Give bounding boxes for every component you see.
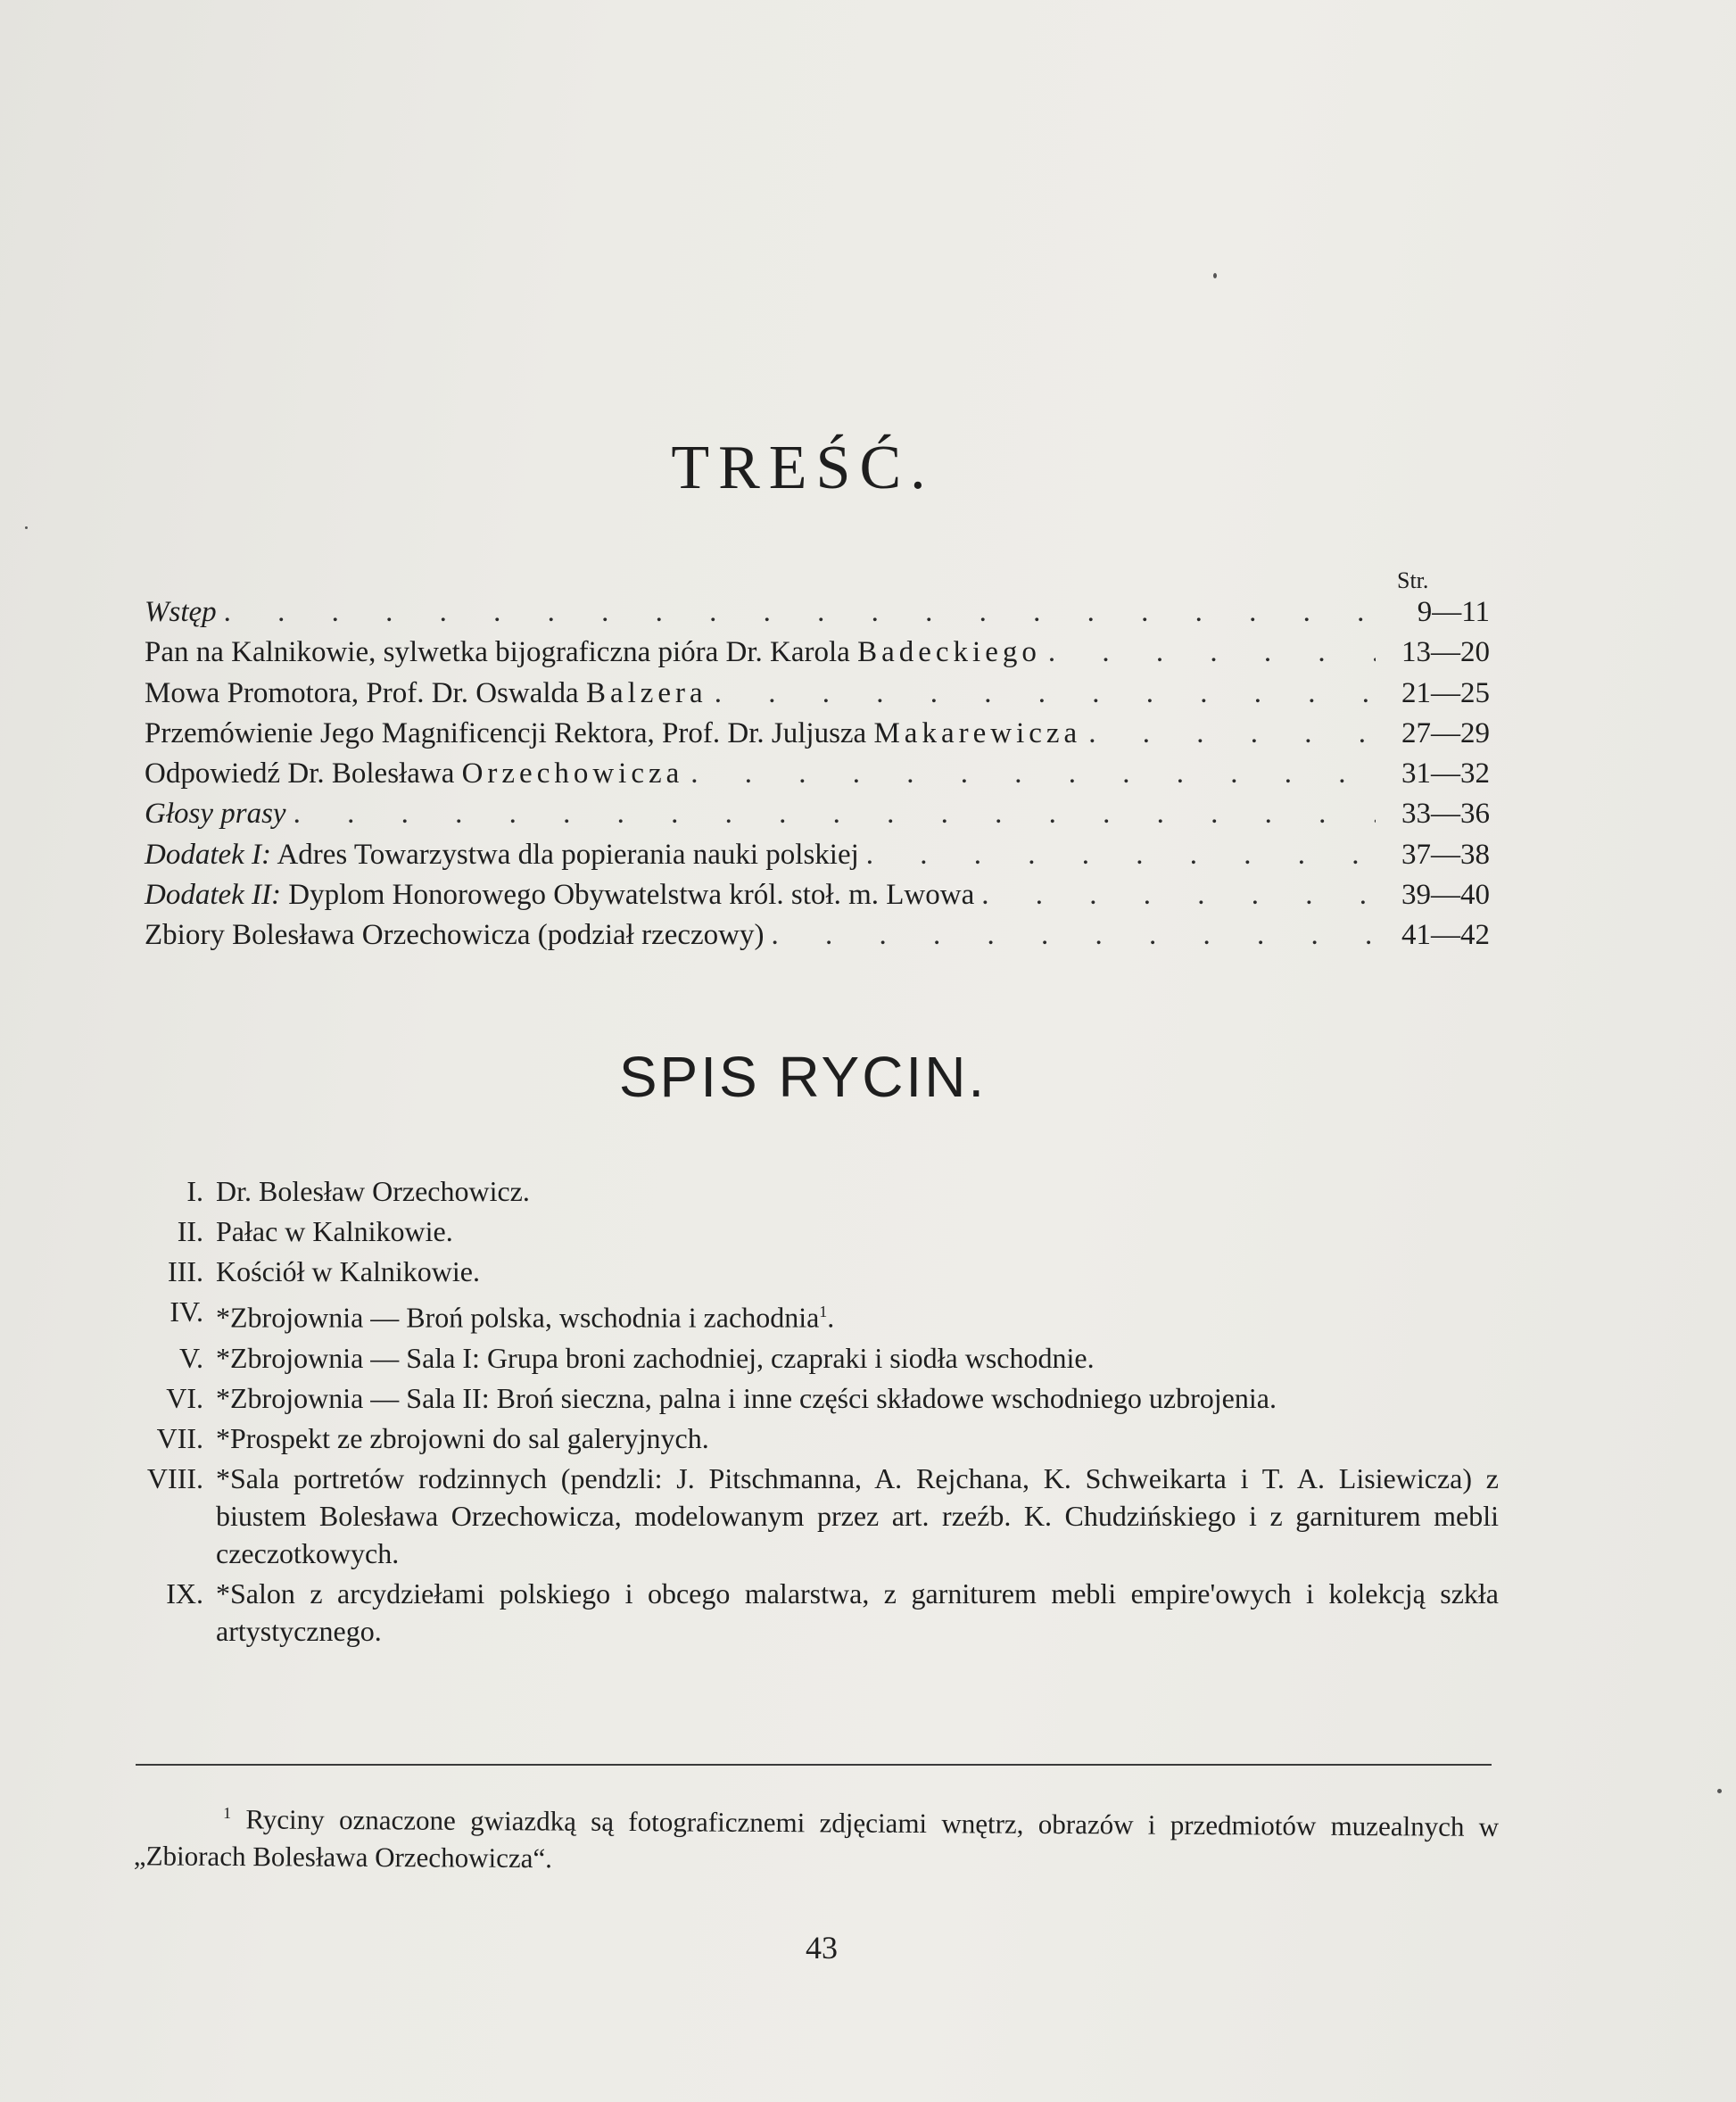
list-item-number: IV. <box>169 1295 203 1328</box>
list-item <box>134 1575 1499 1650</box>
list-item-number: VII. <box>156 1421 203 1454</box>
list-item-number: II. <box>177 1215 203 1247</box>
list-item-text: Pałac w Kalnikowie. <box>216 1215 453 1247</box>
dot-leader <box>224 596 1376 629</box>
toc-entry <box>145 919 1490 959</box>
ink-speck <box>1213 273 1217 278</box>
list-item <box>134 1172 1499 1210</box>
footnote-marker: 1 <box>223 1803 232 1822</box>
footnote <box>134 1793 1500 1883</box>
toc-entry <box>145 798 1490 838</box>
toc-entry-pages: 27—29 <box>1401 716 1490 749</box>
toc-entry-pages: 33—36 <box>1401 798 1490 831</box>
toc-entry-title: Dodatek I: Adres Towarzystwa dla popierania nauki polskiej <box>145 838 859 871</box>
list-item <box>134 1293 1499 1337</box>
list-item-text: *Salon z arcydziełami polskiego i obcego malarstwa, z garniturem mebli empire'owych i kolekcją szkła artystycznego. <box>216 1576 1499 1647</box>
toc-entry-title: Wstęp <box>145 596 217 628</box>
ink-speck <box>25 526 28 529</box>
toc-entry-title: Głosy prasy <box>145 798 286 831</box>
list-item-number: IX. <box>166 1576 203 1610</box>
toc-entry-pages: 31—32 <box>1401 757 1490 790</box>
list-item <box>134 1253 1499 1290</box>
dot-leader <box>981 879 1376 912</box>
list-item <box>134 1339 1499 1377</box>
list-item-text: *Prospekt ze zbrojowni do sal galeryjnych. <box>216 1421 709 1454</box>
toc-entry <box>145 757 1490 798</box>
dot-leader <box>690 757 1376 790</box>
footnote-text: Ryciny oznaczone gwiazdką są fotograficznemi zdjęciami wnętrz, obrazów i przedmiotów muzealnych w „Zbiorach Bolesława Orzechowicza“. <box>133 1803 1500 1874</box>
illustrations-heading: SPIS RYCIN. <box>618 1045 988 1109</box>
toc-entry <box>145 677 1490 717</box>
toc-entry <box>145 636 1490 676</box>
list-item <box>134 1460 1499 1572</box>
toc-entry-pages: 9—11 <box>1417 596 1490 628</box>
list-item-number: VIII. <box>146 1461 203 1494</box>
footnote-reference: 1 <box>819 1303 828 1320</box>
list-item-text: *Zbrojownia — Sala I: Grupa broni zachodniej, czapraki i siodła wschodnie. <box>216 1341 1095 1374</box>
toc-entry-title: Odpowiedź Dr. Bolesława Orzechowicza <box>145 757 684 790</box>
toc-entry-title: Dodatek II: Dyplom Honorowego Obywatelstwa król. stoł. m. Lwowa <box>145 879 975 912</box>
list-item-text: *Zbrojownia — Sala II: Broń sieczna, palna i inne części składowe wschodniego uzbrojenia. <box>216 1381 1277 1414</box>
table-of-contents <box>145 596 1490 960</box>
list-item-number: V. <box>179 1341 203 1374</box>
dot-leader <box>772 919 1376 952</box>
illustrations-list <box>134 1172 1499 1652</box>
toc-entry <box>145 717 1490 757</box>
list-item-number: VI. <box>166 1381 203 1414</box>
toc-entry-title: Zbiory Bolesława Orzechowicza (podział rzeczowy) <box>145 919 765 952</box>
page-number: 43 <box>806 1930 838 1965</box>
toc-entry-title: Mowa Promotora, Prof. Dr. Oswalda Balzera <box>145 676 707 709</box>
pages-column-label: Str. <box>1397 567 1429 593</box>
list-item-number: I. <box>186 1175 203 1207</box>
list-item-text: *Zbrojownia — Broń polska, wschodnia i zachodnia$^1$. <box>216 1301 835 1334</box>
toc-entry <box>145 839 1490 879</box>
toc-entry-pages: 13—20 <box>1401 636 1490 669</box>
list-item-text: Dr. Bolesław Orzechowicz. <box>216 1175 530 1207</box>
dot-leader <box>293 798 1376 831</box>
toc-entry <box>145 879 1490 919</box>
toc-entry-pages: 37—38 <box>1401 838 1490 871</box>
contents-heading: TREŚĆ. <box>671 434 935 502</box>
footnote-divider <box>136 1764 1492 1766</box>
toc-entry-pages: 21—25 <box>1401 676 1490 709</box>
list-item <box>134 1379 1499 1417</box>
dot-leader <box>866 839 1376 872</box>
toc-entry-pages: 39—40 <box>1401 879 1490 912</box>
list-item-number: III. <box>168 1255 203 1287</box>
toc-entry-pages: 41—42 <box>1401 919 1490 952</box>
dot-leader <box>715 677 1376 710</box>
list-item-text: Kościół w Kalnikowie. <box>216 1255 480 1287</box>
toc-entry <box>145 596 1490 636</box>
toc-entry-title: Przemówienie Jego Magnificencji Rektora, Prof. Dr. Juljusza Makarewicza <box>145 716 1082 749</box>
dot-leader <box>1088 717 1376 750</box>
list-item <box>134 1419 1499 1457</box>
dot-leader <box>1048 636 1376 669</box>
ink-speck <box>1717 1789 1722 1793</box>
toc-entry-title: Pan na Kalnikowie, sylwetka bijograficzna pióra Dr. Karola Badeckiego <box>145 636 1041 669</box>
list-item <box>134 1212 1499 1250</box>
list-item-text: *Sala portretów rodzinnych (pendzli: J. Pitschmanna, A. Rejchana, K. Schweikarta i T. A. Lisiewicza) z biustem Bolesława Orzechowicza, modelowanym przez art. rzeźb. K. Chudzińskiego i z garniturem mebli czeczotkowych. <box>216 1461 1499 1569</box>
